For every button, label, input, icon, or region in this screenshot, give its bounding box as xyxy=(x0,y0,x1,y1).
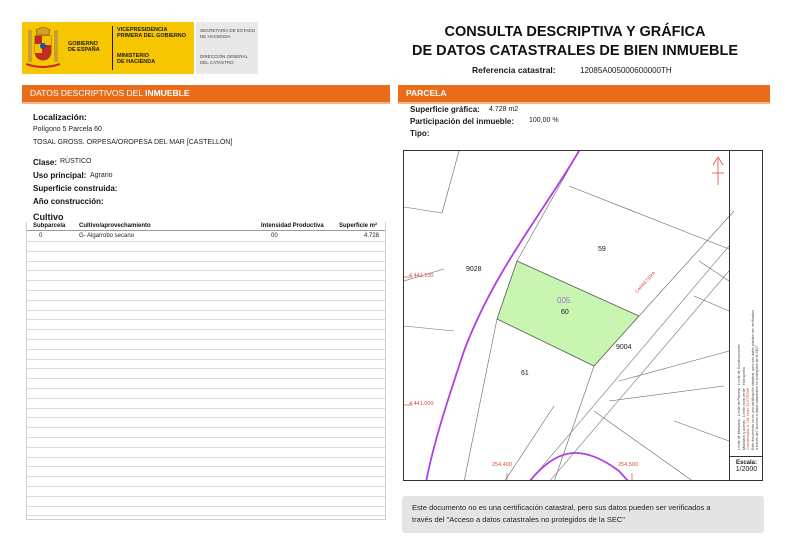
table-row-rule xyxy=(27,447,385,448)
table-row-rule xyxy=(27,417,385,418)
table-row-rule xyxy=(27,261,385,262)
table-row-rule xyxy=(27,310,385,311)
cell-subparcela: 0 xyxy=(39,233,43,239)
participacion-value: 100,00 % xyxy=(529,117,559,124)
section-header-descriptivos xyxy=(22,85,390,102)
section-title-part1: DATOS DESCRIPTIVOS DEL xyxy=(30,88,146,98)
anio-construccion-label: Año construcción: xyxy=(33,197,104,206)
table-row-rule xyxy=(27,329,385,330)
table-row-rule xyxy=(27,251,385,252)
tipo-label: Tipo: xyxy=(410,129,430,138)
table-row-rule xyxy=(27,437,385,438)
table-row-rule xyxy=(27,241,385,242)
section-title-parcela: PARCELA xyxy=(406,88,447,98)
uso-label: Uso principal: xyxy=(33,171,87,180)
legend-item-construcciones: Límite de Construcciones xyxy=(737,344,741,386)
gobierno-text-1: GOBIERNO xyxy=(68,41,98,47)
page-title-line1: CONSULTA DESCRIPTIVA Y GRÁFICA xyxy=(444,24,706,40)
table-row-rule xyxy=(27,408,385,409)
logo-divider xyxy=(112,26,113,70)
table-row-rule xyxy=(27,319,385,320)
table-row-rule xyxy=(27,496,385,497)
section-header-parcela xyxy=(398,85,770,102)
superficie-grafica-value: 4.728 m2 xyxy=(489,106,519,113)
superficie-construida-label: Superficie construida: xyxy=(33,184,118,193)
th-cultivo: Cultivo/aprovechamiento xyxy=(79,223,151,229)
table-row-rule xyxy=(27,457,385,458)
table-row-rule xyxy=(27,300,385,301)
superficie-grafica-label: Superficie gráfica: xyxy=(410,105,480,114)
legend-item-parcela: Límite de Parcela xyxy=(737,388,741,417)
table-row-rule xyxy=(27,368,385,369)
map-label-parcel-number: 60 xyxy=(561,309,569,316)
cultivo-table xyxy=(26,222,386,520)
localizacion-line1: Polígono 5 Parcela 60 xyxy=(33,126,102,133)
map-label-61: 61 xyxy=(521,370,529,377)
legend-note-2: a través del "Acceso a datos catastrales no protegidos de la SEC" xyxy=(755,344,760,450)
table-row-rule xyxy=(27,466,385,467)
sec-text-1: SECRETARÍA DE ESTADO xyxy=(200,28,256,33)
cell-intensidad: 00 xyxy=(271,233,278,239)
th-subparcela: Subparcela xyxy=(33,223,66,229)
table-row-rule xyxy=(27,339,385,340)
gobierno-text-2: DE ESPAÑA xyxy=(68,47,100,53)
map-label-59: 59 xyxy=(598,246,606,253)
table-row-rule xyxy=(27,427,385,428)
section-title-part2: INMUEBLE xyxy=(145,88,190,98)
clase-value: RÚSTICO xyxy=(60,158,92,165)
legend-text: Límite de Manzana · Límite de Parcela · Límite de Construcciones Mobiliario y aceras · Límite zona verde · Hidrografía Coordenadas U.T.M. Huso 31 ETRS89 Este documento no es una certificación catastral, pero sus datos pueden ser verificados a través del "Acceso a datos catastrales no protegidos de la SEC" xyxy=(737,150,760,450)
legend-item-mobiliario: Mobiliario y aceras xyxy=(741,420,746,450)
cadastral-map[interactable] xyxy=(403,150,763,481)
participacion-label: Participación del inmueble: xyxy=(410,117,515,126)
th-superficie: Superficie m² xyxy=(339,223,378,229)
table-row-rule xyxy=(27,349,385,350)
map-label-road: CARRETERA xyxy=(634,270,657,295)
page-title-line2: DE DATOS CATASTRALES DE BIEN INMUEBLE xyxy=(412,43,738,59)
map-label-9004: 9004 xyxy=(616,344,632,351)
legend-note-1: Este documento no es una certificación catastral, pero sus datos pueden ser verificados xyxy=(750,309,755,450)
map-coord-y2: 4.441.000 xyxy=(409,401,434,407)
table-row-rule xyxy=(27,506,385,507)
cell-cultivo: G- Algarrobo secano xyxy=(79,233,135,239)
scale-value: 1/2000 xyxy=(735,466,758,473)
section-underline-left xyxy=(22,102,390,104)
table-row-rule xyxy=(27,476,385,477)
table-row-rule xyxy=(27,515,385,516)
table-row-rule xyxy=(27,398,385,399)
legend-coord-note: Coordenadas U.T.M. Huso 31 ETRS89 xyxy=(746,388,751,450)
uso-value: Agrario xyxy=(90,172,113,179)
scale-label: Escala: xyxy=(735,460,757,466)
localizacion-label: Localización: xyxy=(33,112,87,122)
section-underline-right xyxy=(398,102,770,104)
min-text-2: DE HACIENDA xyxy=(117,59,156,65)
notice-line-2: través del "Acceso a datos catastrales no protegidos de la SEC" xyxy=(412,515,625,524)
ref-label: Referencia catastral: xyxy=(472,65,556,75)
vice-text-2: PRIMERA DEL GOBIERNO xyxy=(117,33,187,39)
map-coord-x2: 254.500 xyxy=(618,462,638,468)
coat-of-arms-icon xyxy=(26,26,60,70)
map-svg xyxy=(404,151,763,481)
vice-text-1: VICEPRESIDENCIA xyxy=(117,27,168,33)
localizacion-line2: TOSAL GROSS. ORPESA/OROPESA DEL MAR [CASTELLÓN] xyxy=(33,139,233,146)
map-coord-x1: 254.400 xyxy=(492,462,512,468)
table-row-rule xyxy=(27,290,385,291)
ref-value: 12085A005000600000TH xyxy=(580,66,672,75)
table-row-rule xyxy=(27,270,385,271)
table-row-rule xyxy=(27,378,385,379)
table-header xyxy=(27,222,385,231)
map-scale xyxy=(729,456,763,481)
referencia-catastral xyxy=(420,65,730,75)
cultivo-title: Cultivo xyxy=(33,212,64,222)
table-row-rule xyxy=(27,388,385,389)
cell-superficie: 4.728 xyxy=(364,233,380,239)
min-text-1: MINISTERIO xyxy=(117,53,150,59)
legend-item-zona-verde: Límite zona verde xyxy=(741,388,746,417)
secretaria-block xyxy=(196,22,258,74)
map-label-9028: 9028 xyxy=(466,266,482,273)
notice-line-1: Este documento no es una certificación catastral, pero sus datos pueden ser verificados a xyxy=(412,503,711,512)
table-row-rule xyxy=(27,359,385,360)
table-row-rule xyxy=(27,486,385,487)
th-intensidad: Intensidad Productiva xyxy=(261,223,324,229)
dir-text-2: DEL CATASTRO xyxy=(200,60,234,65)
north-arrow-icon xyxy=(712,157,724,185)
verification-notice xyxy=(402,496,764,533)
map-label-parcel-code: 005 xyxy=(557,296,571,305)
dir-text-1: DIRECCIÓN GENERAL xyxy=(200,54,249,59)
legend-item-manzana: Límite de Manzana xyxy=(737,419,741,450)
map-coord-y1: 4.441.100 xyxy=(409,273,434,279)
map-legend xyxy=(729,150,763,456)
clase-label: Clase: xyxy=(33,158,58,167)
legend-item-hidrografia: Hidrografía xyxy=(741,367,746,386)
gobierno-logo xyxy=(22,22,194,74)
sec-text-2: DE HACIENDA xyxy=(200,34,231,39)
table-row-rule xyxy=(27,280,385,281)
